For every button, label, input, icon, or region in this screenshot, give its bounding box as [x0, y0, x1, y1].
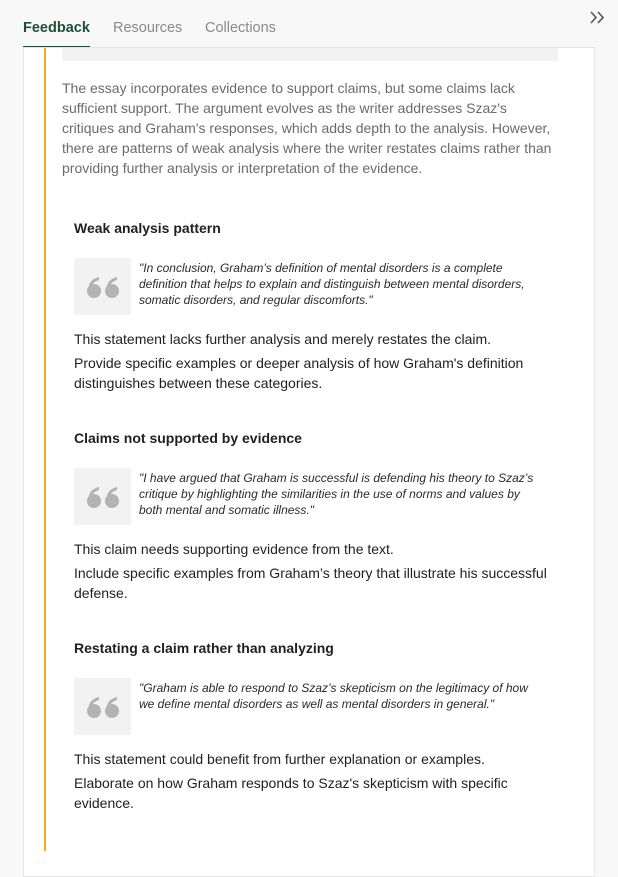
quote-mark-icon — [74, 468, 131, 525]
quote-text: "Graham is able to respond to Szaz’s skepticism on the legitimacy of how we define mental disorders as well as mental disorders in general." — [139, 681, 528, 711]
feedback-comment: This statement lacks further analysis and merely restates the claim. — [74, 331, 492, 347]
tab-feedback[interactable]: Feedback — [23, 19, 90, 48]
previous-item-strip — [62, 48, 558, 61]
feedback-item — [74, 639, 554, 813]
tab-collections[interactable]: Collections — [205, 20, 276, 36]
feedback-suggestion: Include specific examples from Graham’s theory that illustrate his successful defense. — [74, 565, 547, 601]
feedback-item-title: Claims not supported by evidence — [74, 430, 302, 446]
feedback-comment: This claim needs supporting evidence from the text. — [74, 541, 394, 557]
tab-bar — [0, 0, 618, 48]
quote-text: "I have argued that Graham is successful is defending his theory to Szaz’s critique by highlighting the similarities in the use of norms and values by both mental and somatic illness." — [139, 471, 534, 517]
double-chevron-right-icon — [588, 8, 608, 28]
accent-bar — [44, 48, 46, 851]
quote-block — [74, 258, 554, 315]
collapse-panel-button[interactable] — [588, 8, 608, 28]
tab-resources[interactable]: Resources — [113, 20, 183, 36]
quote-mark-icon — [74, 678, 131, 735]
feedback-suggestion: Provide specific examples or deeper analysis of how Graham's definition distinguishes between these categories. — [74, 355, 524, 391]
feedback-item — [74, 429, 554, 603]
feedback-summary: The essay incorporates evidence to support claims, but some claims lack sufficient support. The argument evolves as the writer addresses Szaz's critiques and Graham's responses, which adds depth to the analysis. However, there are patterns of weak analysis where the writer restates claims rather than providing further analysis or interpretation of the evidence. — [62, 80, 552, 176]
feedback-item-title: Weak analysis pattern — [74, 220, 221, 236]
quote-text: "In conclusion, Graham’s definition of mental disorders is a complete definition that helps to explain and distinguish between mental disorders, somatic disorders, and regular discomforts." — [139, 261, 525, 307]
quote-block — [74, 468, 554, 525]
feedback-item-title: Restating a claim rather than analyzing — [74, 640, 334, 656]
quote-mark-icon — [74, 258, 131, 315]
feedback-item — [74, 219, 554, 393]
feedback-comment: This statement could benefit from further explanation or examples. — [74, 751, 485, 767]
feedback-panel — [23, 47, 595, 877]
quote-block — [74, 678, 554, 735]
feedback-suggestion: Elaborate on how Graham responds to Szaz's skepticism with specific evidence. — [74, 775, 508, 811]
